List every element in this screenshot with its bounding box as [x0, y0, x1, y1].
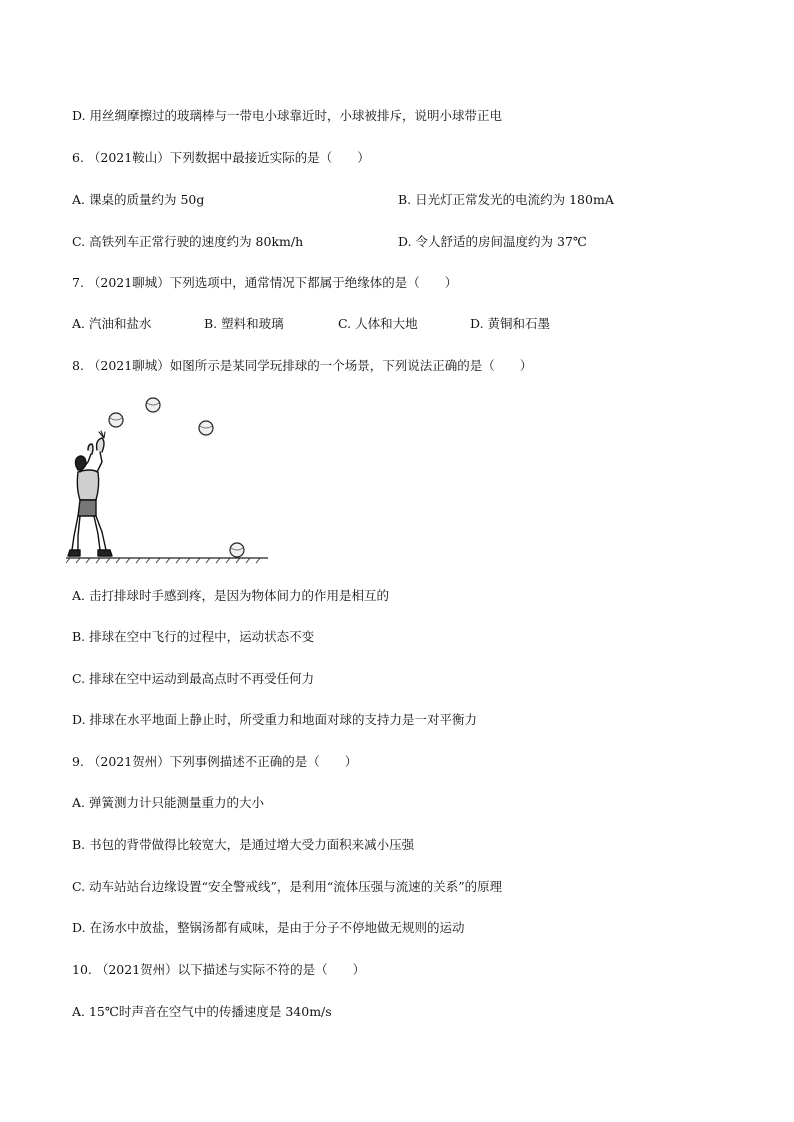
q6-option-a: A. 课桌的质量约为 50g: [72, 192, 205, 207]
volleyball-ball-ground: [230, 543, 244, 557]
ground-line: [66, 558, 268, 563]
volleyball-ball-left: [109, 413, 123, 427]
q6-option-b: B. 日光灯正常发光的电流约为 180mA: [398, 192, 614, 207]
q9-option-c: C. 动车站站台边缘设置“安全警戒线”，是利用“流体压强与流速的关系”的原理: [72, 879, 503, 894]
q7-stem: 7. （2021聊城）下列选项中，通常情况下都属于绝缘体的是（ ）: [72, 275, 458, 290]
player-figure: [68, 431, 112, 556]
q6-option-c: C. 高铁列车正常行驶的速度约为 80km/h: [72, 234, 304, 249]
volleyball-ball-right: [199, 421, 213, 435]
volleyball-ball-top: [146, 398, 160, 412]
q6-option-d: D. 令人舒适的房间温度约为 37℃: [398, 234, 587, 249]
q9-option-a: A. 弹簧测力计只能测量重力的大小: [72, 795, 264, 810]
q8-option-b: B. 排球在空中飞行的过程中，运动状态不变: [72, 629, 315, 644]
q10-option-a: A. 15℃时声音在空气中的传播速度是 340m/s: [72, 1004, 332, 1019]
q8-option-d: D. 排球在水平地面上静止时，所受重力和地面对球的支持力是一对平衡力: [72, 712, 478, 727]
q7-option-d: D. 黄铜和石墨: [470, 316, 551, 331]
q7-option-a: A. 汽油和盐水: [72, 316, 152, 331]
q9-option-d: D. 在汤水中放盐，整锅汤都有咸味，是由于分子不停地做无规则的运动: [72, 920, 465, 935]
q7-option-c: C. 人体和大地: [338, 316, 418, 331]
q8-option-c: C. 排球在空中运动到最高点时不再受任何力: [72, 671, 315, 686]
q8-stem: 8. （2021聊城）如图所示是某同学玩排球的一个场景，下列说法正确的是（ ）: [72, 358, 533, 373]
q5-option-d: D. 用丝绸摩擦过的玻璃棒与一带电小球靠近时，小球被排斥，说明小球带正电: [72, 108, 503, 123]
q7-option-b: B. 塑料和玻璃: [204, 316, 284, 331]
q9-option-b: B. 书包的背带做得比较宽大，是通过增大受力面积来减小压强: [72, 837, 415, 852]
q8-option-a: A. 击打排球时手感到疼，是因为物体间力的作用是相互的: [72, 588, 389, 603]
q10-stem: 10. （2021贺州）以下描述与实际不符的是（ ）: [72, 962, 366, 977]
q9-stem: 9. （2021贺州）下列事例描述不正确的是（ ）: [72, 754, 358, 769]
volleyball-figure: [66, 392, 278, 568]
q6-stem: 6. （2021鞍山）下列数据中最接近实际的是（ ）: [72, 150, 370, 165]
